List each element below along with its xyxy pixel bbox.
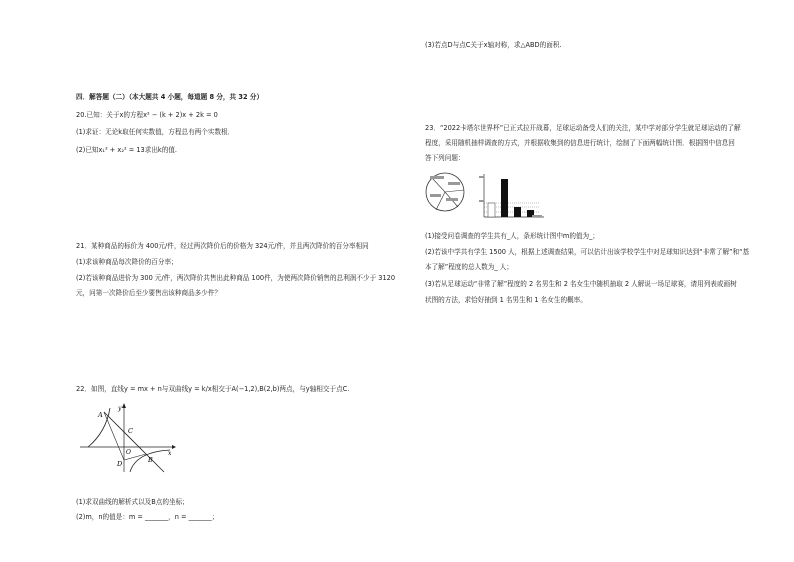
q22-part3: (3)若点D与点C关于x轴对称，求△ABD的面积. bbox=[425, 41, 562, 49]
q23-part3-line2: 状图的方法，求恰好抽到 1 名男生和 1 名女生的概率。 bbox=[425, 296, 587, 304]
q21-part1: (1)求该种商品每次降价的百分率； bbox=[76, 258, 178, 266]
q23-line2: 程度，采用随机抽样调查的方式，并根据收集到的信息进行统计，绘制了下面两幅统计图．根据图中信息回 bbox=[425, 139, 735, 147]
q23-pie-chart bbox=[424, 170, 468, 214]
graph-label-x: x bbox=[168, 450, 172, 457]
graph-label-O: O bbox=[126, 449, 131, 456]
q23-part2-line1: (2)若该中学共有学生 1500 人，根据上述调查结果，可以估计出该学校学生中对足球知识达到“非常了解”和“基 bbox=[425, 248, 750, 256]
graph-label-C: C bbox=[128, 427, 133, 435]
graph-label-y: y bbox=[118, 405, 122, 412]
q21-stem: 21．某种商品的标价为 400元/件，经过两次降价后的价格为 324元/件，并且两次降价的百分率相同 bbox=[76, 242, 369, 250]
q23-line3: 答下列问题： bbox=[425, 154, 465, 162]
graph-label-D: D bbox=[117, 460, 123, 468]
q22-part1: (1)求双曲线的解析式以及B点的坐标； bbox=[76, 498, 189, 506]
q20-stem: 20.已知：关于x的方程x² − (k + 2)x + 2k = 0 bbox=[76, 111, 218, 119]
graph-label-B: B bbox=[148, 456, 153, 464]
q23-part1: (1)接受问卷调查的学生共有_人，条形统计图中m的值为_； bbox=[425, 232, 600, 240]
graph-label-A: A bbox=[98, 411, 103, 419]
q23-line1: 23．“2022卡塔尔世界杯”已正式拉开战幕，足球运动备受人们的关注，某中学对部分学生就足球运动的了解 bbox=[425, 124, 741, 132]
section-title: 四．解答题（二）（本大题共 4 小题，每道题 8 分，共 32 分） bbox=[76, 93, 264, 101]
q23-bar-chart bbox=[478, 170, 548, 220]
q23-part3-line1: (3)若从足球运动“非常了解”程度的 2 名男生和 2 名女生中随机抽取 2 人解说一场足球赛，请用列表或画树 bbox=[425, 280, 737, 288]
q20-part1: (1)求证：无论k取任何实数值，方程总有两个实数根． bbox=[76, 128, 235, 136]
q22-part2: (2)m，n的值是：m = _______，n = _______； bbox=[76, 513, 219, 521]
q22-stem: 22．如图，直线y = mx + n与双曲线y = k/x相交于A(−1,2),B(2,b)两点，与y轴相交于点C. bbox=[76, 385, 350, 393]
q22-coordinate-graph bbox=[80, 400, 180, 472]
q21-part2-line1: (2)若该种商品进价为 300 元/件，两次降价共售出此种商品 100件，为使两次降价销售的总利润不少于 3120 bbox=[76, 274, 396, 282]
q23-part2-line2: 本了解”程度的总人数为_ 人； bbox=[425, 263, 513, 271]
q21-part2-line2: 元，问第一次降价后至少要售出该种商品多少件？ bbox=[76, 289, 222, 297]
q20-part2: (2)已知x₁² + x₂² = 13求出k的值. bbox=[76, 146, 178, 154]
